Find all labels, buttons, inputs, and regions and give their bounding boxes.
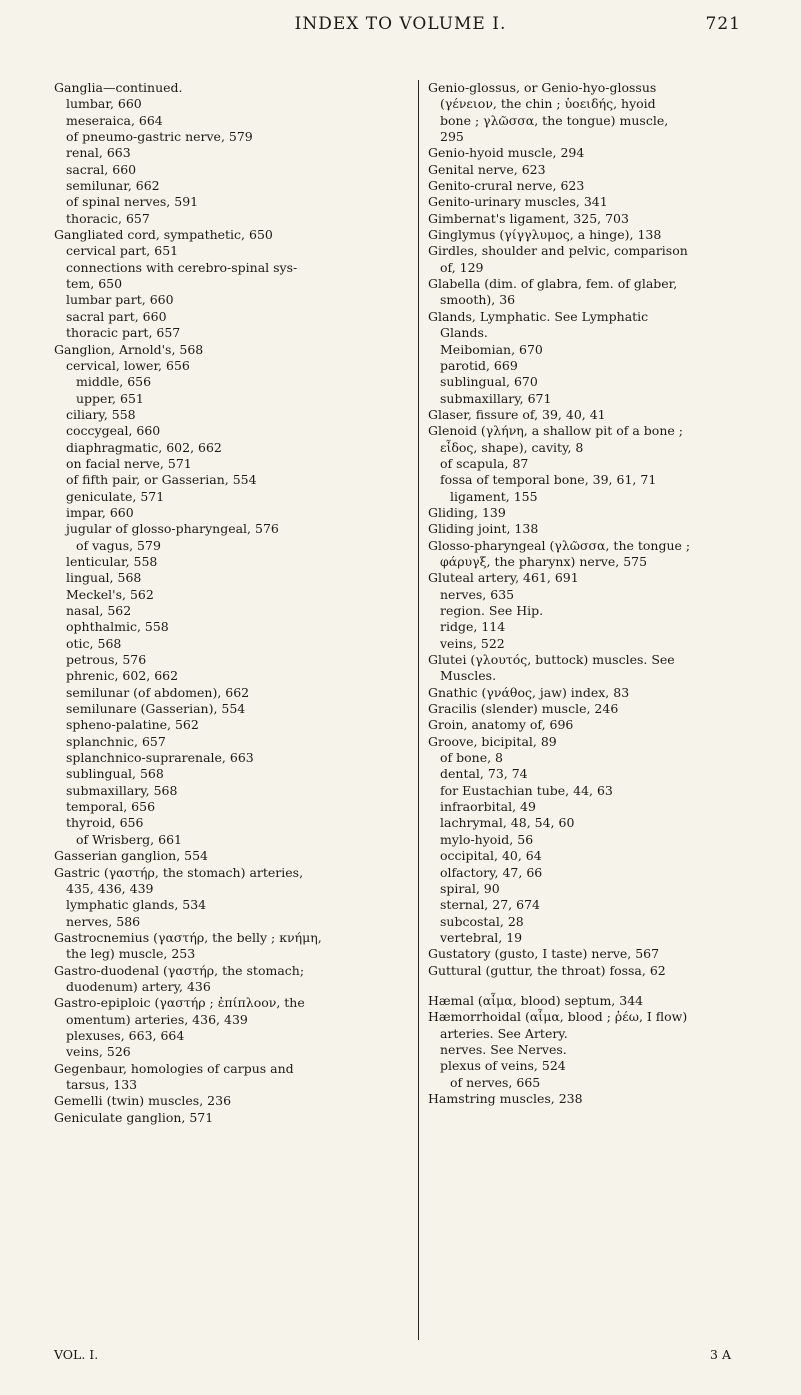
index-subentry: cervical part, 651 bbox=[66, 243, 179, 259]
index-subentry: φάρυγξ, the pharynx) nerve, 575 bbox=[440, 553, 648, 569]
index-entry: Glabella (dim. of glabra, fem. of glaber, bbox=[428, 276, 678, 292]
index-column-right bbox=[428, 80, 758, 1107]
index-entry: Gliding joint, 138 bbox=[428, 521, 539, 537]
index-subentry: lumbar, 660 bbox=[66, 96, 142, 112]
index-subentry: spiral, 90 bbox=[440, 880, 500, 896]
index-subentry: jugular of glosso-pharyngeal, 576 bbox=[66, 521, 279, 537]
index-subentry: vertebral, 19 bbox=[440, 929, 523, 945]
page-number: 721 bbox=[705, 14, 741, 34]
index-entry: Ganglia—continued. bbox=[54, 80, 183, 95]
index-subentry: ridge, 114 bbox=[440, 619, 506, 635]
index-subentry: sacral part, 660 bbox=[66, 308, 167, 324]
signature-mark: 3 A bbox=[710, 1347, 731, 1362]
index-subentry: of bone, 8 bbox=[440, 750, 504, 766]
index-entry: Genital nerve, 623 bbox=[428, 161, 546, 177]
index-subentry: 435, 436, 439 bbox=[66, 880, 154, 896]
volume-mark: VOL. I. bbox=[54, 1347, 99, 1362]
index-entry: Guttural (guttur, the throat) fossa, 62 bbox=[428, 962, 666, 978]
page-footer bbox=[54, 1347, 747, 1369]
index-subentry: on facial nerve, 571 bbox=[66, 455, 192, 471]
index-subentry: spheno-palatine, 562 bbox=[66, 717, 199, 733]
index-subentry: lachrymal, 48, 54, 60 bbox=[440, 815, 575, 831]
index-entry: Gasserian ganglion, 554 bbox=[54, 848, 208, 864]
index-subentry: thoracic, 657 bbox=[66, 210, 150, 226]
index-subentry: otic, 568 bbox=[66, 635, 122, 651]
index-entry: Gastro-epiploic (γαστήρ ; ἐπίπλοον, the bbox=[54, 995, 305, 1011]
index-subentry: of scapula, 87 bbox=[440, 455, 529, 471]
index-subentry: semilunare (Gasserian), 554 bbox=[66, 701, 246, 717]
index-entry: Gemelli (twin) muscles, 236 bbox=[54, 1093, 232, 1109]
index-subentry: cervical, lower, 656 bbox=[66, 357, 190, 373]
index-subentry: Meibomian, 670 bbox=[440, 341, 543, 357]
index-entry: Gastrocnemius (γαστήρ, the belly ; κνήμη, bbox=[54, 929, 322, 945]
index-subentry: of pneumo-gastric nerve, 579 bbox=[66, 129, 253, 145]
index-entry: Gustatory (gusto, I taste) nerve, 567 bbox=[428, 946, 660, 962]
index-entry: Gliding, 139 bbox=[428, 504, 506, 520]
index-subentry: omentum) arteries, 436, 439 bbox=[66, 1011, 248, 1027]
index-entry: Genio-hyoid muscle, 294 bbox=[428, 145, 585, 161]
index-subentry: of spinal nerves, 591 bbox=[66, 194, 199, 210]
index-entry: Hamstring muscles, 238 bbox=[428, 1090, 583, 1106]
index-subentry: nerves, 586 bbox=[66, 913, 141, 929]
index-subentry: tarsus, 133 bbox=[66, 1076, 138, 1092]
index-subentry: submaxillary, 568 bbox=[66, 782, 178, 798]
index-column-left bbox=[54, 80, 394, 1126]
index-subentry: lumbar part, 660 bbox=[66, 292, 174, 308]
index-subentry: duodenum) artery, 436 bbox=[66, 978, 211, 994]
index-subentry: sternal, 27, 674 bbox=[440, 897, 540, 913]
index-subentry: (γένειον, the chin ; ὑοειδής, hyoid bbox=[440, 96, 656, 112]
index-subentry: sacral, 660 bbox=[66, 161, 137, 177]
index-subentry: dental, 73, 74 bbox=[440, 766, 528, 782]
index-subentry: ophthalmic, 558 bbox=[66, 619, 169, 635]
index-subentry: veins, 522 bbox=[440, 635, 505, 651]
index-subentry: subcostal, 28 bbox=[440, 913, 524, 929]
index-entry: Groin, anatomy of, 696 bbox=[428, 717, 574, 733]
index-subentry: of Wrisberg, 661 bbox=[76, 831, 182, 847]
index-entry: Glenoid (γλήνη, a shallow pit of a bone ; bbox=[428, 423, 683, 439]
index-subentry: arteries. See Artery. bbox=[440, 1025, 568, 1041]
index-subentry: tem, 650 bbox=[66, 276, 123, 292]
index-subentry: middle, 656 bbox=[76, 374, 152, 390]
index-subentry: lingual, 568 bbox=[66, 570, 142, 586]
index-subentry: semilunar, 662 bbox=[66, 178, 160, 194]
index-entry: Glands, Lymphatic. See Lymphatic bbox=[428, 308, 649, 324]
index-subentry: plexus of veins, 524 bbox=[440, 1058, 566, 1074]
index-entry: Ganglion, Arnold's, 568 bbox=[54, 341, 204, 357]
index-entry: Gegenbaur, homologies of carpus and bbox=[54, 1060, 294, 1076]
index-subentry: bone ; γλῶσσα, the tongue) muscle, bbox=[440, 112, 669, 128]
index-subentry: occipital, 40, 64 bbox=[440, 848, 542, 864]
index-entry: Ginglymus (γίγγλυμος, a hinge), 138 bbox=[428, 227, 662, 243]
index-entry: Groove, bicipital, 89 bbox=[428, 733, 557, 749]
index-entry: Hæmorrhoidal (αἷμα, blood ; ῥέω, I flow) bbox=[428, 1009, 688, 1025]
index-entry: Gastro-duodenal (γαστήρ, the stomach; bbox=[54, 962, 305, 978]
index-subentry: sublingual, 568 bbox=[66, 766, 164, 782]
index-subentry: of vagus, 579 bbox=[76, 537, 161, 553]
index-subentry: veins, 526 bbox=[66, 1044, 131, 1060]
index-subentry: for Eustachian tube, 44, 63 bbox=[440, 782, 613, 798]
index-subentry: sublingual, 670 bbox=[440, 374, 538, 390]
index-entry: Genito-urinary muscles, 341 bbox=[428, 194, 608, 210]
index-entry: Gimbernat's ligament, 325, 703 bbox=[428, 210, 629, 226]
index-subentry: splanchnic, 657 bbox=[66, 733, 166, 749]
index-subentry: infraorbital, 49 bbox=[440, 799, 536, 815]
index-subentry: ligament, 155 bbox=[450, 488, 538, 504]
index-subentry: olfactory, 47, 66 bbox=[440, 864, 543, 880]
index-subentry: submaxillary, 671 bbox=[440, 390, 552, 406]
index-subentry: coccygeal, 660 bbox=[66, 423, 161, 439]
index-subentry: upper, 651 bbox=[76, 390, 144, 406]
index-subentry: region. See Hip. bbox=[440, 603, 544, 618]
index-entry: Geniculate ganglion, 571 bbox=[54, 1109, 214, 1125]
index-subentry: impar, 660 bbox=[66, 504, 134, 520]
index-subentry: of nerves, 665 bbox=[450, 1074, 541, 1090]
index-subentry: diaphragmatic, 602, 662 bbox=[66, 439, 222, 455]
index-subentry: Meckel's, 562 bbox=[66, 586, 154, 602]
index-subentry: thoracic part, 657 bbox=[66, 325, 181, 341]
index-entry: Gangliated cord, sympathetic, 650 bbox=[54, 227, 273, 243]
index-entry: Genio-glossus, or Genio-hyo-glossus bbox=[428, 80, 657, 95]
entry-gap bbox=[428, 979, 758, 993]
index-entry: Gnathic (γνάθος, jaw) index, 83 bbox=[428, 684, 630, 700]
index-subentry: geniculate, 571 bbox=[66, 488, 165, 504]
index-subentry: parotid, 669 bbox=[440, 357, 518, 373]
index-subentry: lenticular, 558 bbox=[66, 553, 158, 569]
index-entry: Glosso-pharyngeal (γλῶσσα, the tongue ; bbox=[428, 537, 691, 553]
index-entry: Gracilis (slender) muscle, 246 bbox=[428, 701, 619, 717]
index-subentry: meseraica, 664 bbox=[66, 112, 163, 128]
index-entry: Girdles, shoulder and pelvic, comparison bbox=[428, 243, 688, 259]
index-subentry: thyroid, 656 bbox=[66, 815, 144, 831]
index-subentry: petrous, 576 bbox=[66, 652, 147, 668]
index-subentry: nasal, 562 bbox=[66, 603, 132, 618]
index-subentry: of, 129 bbox=[440, 259, 484, 275]
page-header bbox=[54, 14, 747, 44]
index-entry: Glaser, fissure of, 39, 40, 41 bbox=[428, 406, 606, 422]
index-subentry: temporal, 656 bbox=[66, 799, 156, 815]
index-subentry: semilunar (of abdomen), 662 bbox=[66, 684, 250, 700]
column-divider bbox=[418, 80, 419, 1340]
index-subentry: Glands. bbox=[440, 325, 488, 341]
index-subentry: phrenic, 602, 662 bbox=[66, 668, 179, 684]
index-entry: Gluteal artery, 461, 691 bbox=[428, 570, 579, 586]
index-subentry: renal, 663 bbox=[66, 145, 131, 161]
index-subentry: splanchnico-suprarenale, 663 bbox=[66, 750, 254, 766]
index-subentry: nerves. See Nerves. bbox=[440, 1041, 567, 1057]
index-entry: Gastric (γαστήρ, the stomach) arteries, bbox=[54, 864, 304, 880]
index-subentry: 295 bbox=[440, 129, 464, 145]
index-subentry: of fifth pair, or Gasserian, 554 bbox=[66, 472, 257, 488]
index-entry: Genito-crural nerve, 623 bbox=[428, 178, 585, 194]
index-subentry: εἶδος, shape), cavity, 8 bbox=[440, 439, 584, 455]
index-subentry: smooth), 36 bbox=[440, 292, 516, 308]
index-subentry: Muscles. bbox=[440, 668, 497, 684]
index-subentry: lymphatic glands, 534 bbox=[66, 897, 207, 913]
running-title: INDEX TO VOLUME I. bbox=[294, 14, 507, 34]
index-subentry: fossa of temporal bone, 39, 61, 71 bbox=[440, 472, 657, 488]
index-subentry: nerves, 635 bbox=[440, 586, 515, 602]
index-entry: Hæmal (αἷμα, blood) septum, 344 bbox=[428, 992, 644, 1008]
index-subentry: connections with cerebro-spinal sys- bbox=[66, 259, 298, 275]
index-subentry: ciliary, 558 bbox=[66, 406, 136, 422]
index-subentry: mylo-hyoid, 56 bbox=[440, 831, 534, 847]
index-subentry: the leg) muscle, 253 bbox=[66, 946, 196, 962]
index-subentry: plexuses, 663, 664 bbox=[66, 1027, 185, 1043]
index-entry: Glutei (γλουτός, buttock) muscles. See bbox=[428, 652, 675, 668]
